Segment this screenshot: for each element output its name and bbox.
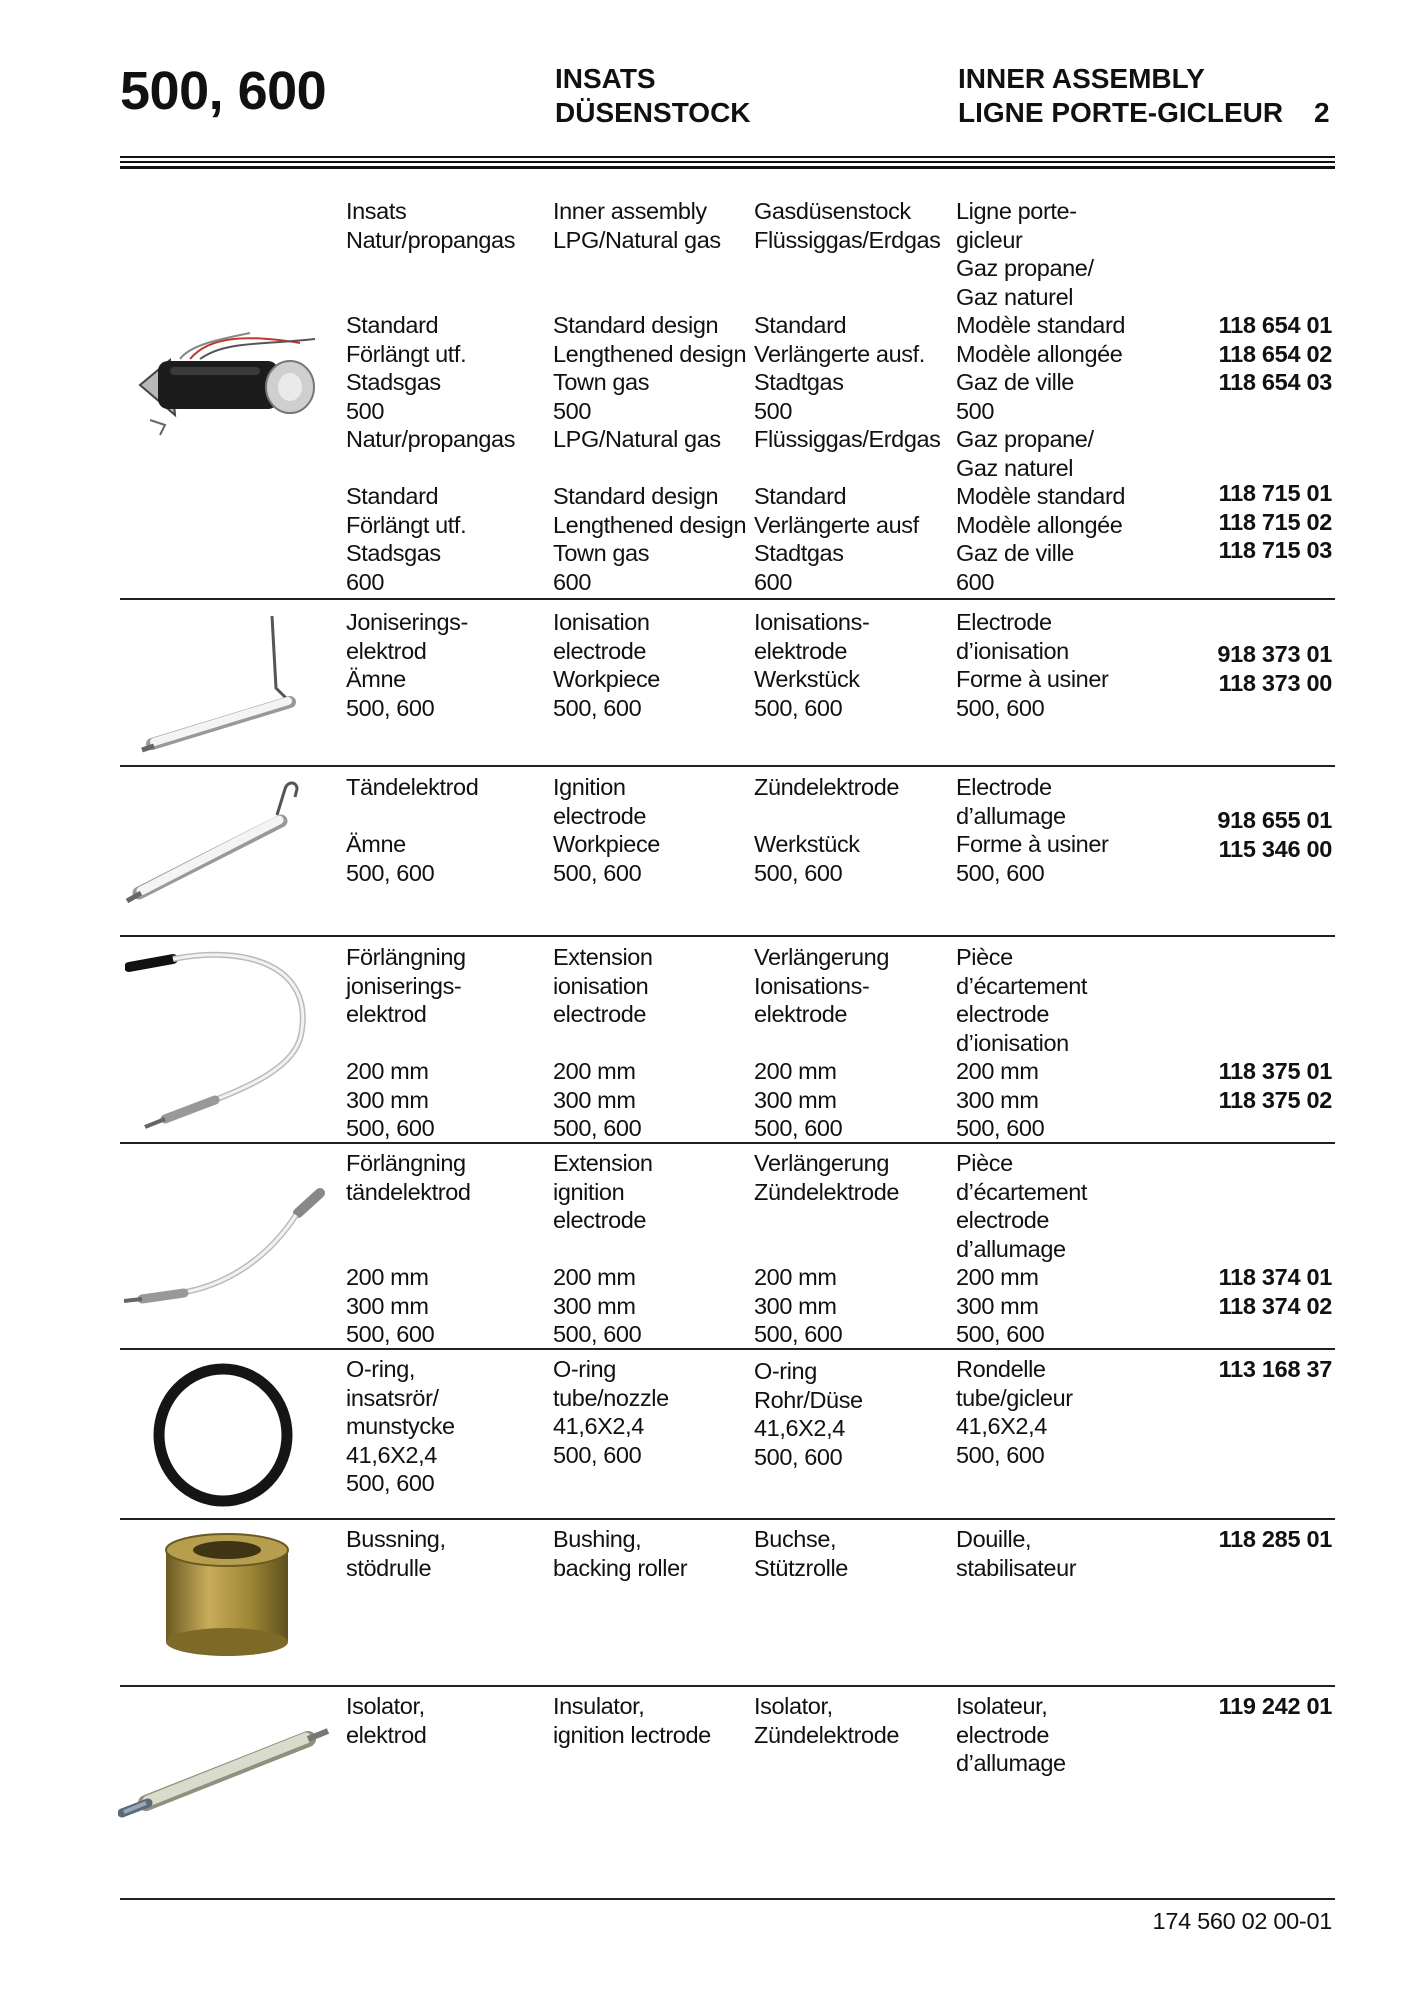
- cell-en-0: O-ring: [553, 1356, 616, 1382]
- cell-fr-3: d’ionisation: [956, 1029, 1069, 1056]
- cell-fr-1: d’allumage: [956, 802, 1066, 829]
- cell-de-13: 600: [754, 568, 793, 595]
- cell-sv-4: 200 mm: [346, 1264, 429, 1290]
- cell-de-3: 500, 600: [754, 694, 843, 721]
- cell-fr-0: Ligne porte-: [956, 198, 1077, 224]
- cell-fr-4: 200 mm: [956, 1058, 1039, 1084]
- cell-fr-2: electrode: [956, 1207, 1050, 1233]
- cell-sv-1: [346, 802, 478, 831]
- part-number: 119 242 01: [1218, 1693, 1332, 1719]
- cell-fr-10: Modèle standard: [956, 483, 1126, 509]
- cell-de-3: [754, 1235, 899, 1264]
- cell-de-1: Ionisations-: [754, 972, 870, 999]
- cell-fr-2: Forme à usiner: [956, 831, 1109, 857]
- cell-sv-3: 41,6X2,4: [346, 1441, 437, 1468]
- cell-en-1: electrode: [553, 802, 647, 829]
- cell-fr-8: Gaz propane/: [956, 426, 1094, 452]
- cell-fr-2: 41,6X2,4: [956, 1413, 1047, 1439]
- cell-en-2: Workpiece: [553, 831, 660, 857]
- cell-fr-2: electrode: [956, 1001, 1050, 1027]
- page-number: 2: [1314, 97, 1330, 128]
- cell-en-2: electrode: [553, 1207, 647, 1233]
- cell-fr-0: Electrode: [956, 609, 1052, 635]
- cell-fr-1: gicleur: [956, 226, 1023, 253]
- cell-fr-1: d’écartement: [956, 972, 1088, 999]
- cell-en-2: electrode: [553, 1001, 647, 1027]
- part-number: 118 375 01: [1218, 1058, 1332, 1084]
- cell-en-1: backing roller: [553, 1554, 688, 1581]
- cell-sv-0: Insats: [346, 198, 407, 224]
- cell-sv-2: Ämne: [346, 831, 406, 857]
- cell-de-3: 500, 600: [754, 1443, 843, 1470]
- ionisation-electrode-image: [140, 610, 310, 760]
- cell-fr-5: 300 mm: [956, 1086, 1039, 1113]
- cell-sv-3: [346, 1235, 471, 1264]
- cell-de-2: Werkstück: [754, 831, 860, 857]
- cell-de-0: Verlängerung: [754, 1150, 890, 1176]
- title-sv: INSATS: [555, 63, 656, 94]
- cell-de-0: Zündelektrode: [754, 774, 900, 800]
- cell-en-4: Standard design: [553, 312, 719, 338]
- cell-sv-2: [346, 254, 515, 283]
- cell-sv-1: insatsrör/: [346, 1384, 439, 1411]
- cell-fr-2: d’allumage: [956, 1750, 1066, 1776]
- part-number: 118 373 00: [1218, 669, 1332, 696]
- part-number: 918 655 01: [1217, 807, 1332, 833]
- cell-en-0: Extension: [553, 944, 653, 970]
- cell-fr-4: 200 mm: [956, 1264, 1039, 1290]
- cell-fr-3: 500, 600: [956, 1441, 1045, 1468]
- cell-de-3: 500, 600: [754, 859, 843, 886]
- cell-en-9: [553, 454, 746, 483]
- cell-en-0: Ignition: [553, 774, 626, 800]
- cell-en-1: electrode: [553, 637, 647, 664]
- part-number: 118 654 01: [1218, 312, 1332, 338]
- cell-sv-3: [346, 1029, 466, 1058]
- cell-sv-4: Standard: [346, 312, 439, 338]
- cell-fr-0: Isolateur,: [956, 1693, 1048, 1719]
- model-heading: 500, 600: [120, 61, 327, 121]
- cell-de-6: Stadtgas: [754, 369, 844, 395]
- cell-fr-6: 500, 600: [956, 1321, 1045, 1347]
- cell-en-0: Extension: [553, 1150, 653, 1176]
- cell-de-1: Stützrolle: [754, 1554, 848, 1581]
- cell-fr-0: Rondelle: [956, 1356, 1046, 1382]
- cell-en-6: 500, 600: [553, 1321, 642, 1347]
- cell-en-2: Workpiece: [553, 666, 660, 692]
- cell-sv-1: Natur/propangas: [346, 226, 516, 253]
- cell-sv-6: 500, 600: [346, 1115, 435, 1141]
- cell-fr-9: Gaz naturel: [956, 454, 1074, 481]
- cell-sv-4: 200 mm: [346, 1058, 429, 1084]
- cell-fr-3: 500, 600: [956, 859, 1045, 886]
- cell-sv-3: 500, 600: [346, 859, 435, 886]
- ignition-extension-cable-image: [120, 1185, 330, 1315]
- cell-de-0: Ionisations-: [754, 609, 870, 635]
- cell-sv-2: elektrod: [346, 1001, 427, 1027]
- cell-sv-11: Förlängt utf.: [346, 511, 467, 538]
- part-number: 113 168 37: [1218, 1356, 1332, 1382]
- cell-fr-1: d’ionisation: [956, 637, 1069, 664]
- cell-sv-1: elektrod: [346, 1721, 427, 1748]
- cell-de-4: 200 mm: [754, 1264, 837, 1290]
- cell-sv-0: Förlängning: [346, 1150, 466, 1176]
- cell-sv-2: [346, 1206, 471, 1235]
- row-divider: [120, 765, 1335, 767]
- part-number: 118 654 03: [1218, 369, 1332, 395]
- cell-de-2: [754, 1206, 899, 1235]
- cell-sv-7: 500: [346, 397, 385, 424]
- cell-de-2: 41,6X2,4: [754, 1415, 845, 1441]
- part-number: 918 373 01: [1217, 641, 1332, 667]
- row-divider: [120, 935, 1335, 937]
- part-number: 118 715 03: [1218, 537, 1332, 563]
- cell-en-2: 41,6X2,4: [553, 1413, 644, 1439]
- cell-sv-5: 300 mm: [346, 1086, 429, 1113]
- cell-en-1: ionisation: [553, 972, 649, 999]
- cell-de-10: Standard: [754, 483, 847, 509]
- cell-en-8: LPG/Natural gas: [553, 426, 721, 452]
- cell-en-7: 500: [553, 397, 592, 424]
- o-ring-image: [148, 1360, 298, 1510]
- cell-en-3: 500, 600: [553, 694, 642, 721]
- cell-en-5: Lengthened design: [553, 340, 747, 367]
- cell-sv-0: Isolator,: [346, 1693, 425, 1719]
- row-divider: [120, 1685, 1335, 1687]
- cell-en-4: 200 mm: [553, 1058, 636, 1084]
- cell-fr-2: Forme à usiner: [956, 666, 1109, 692]
- cell-de-0: O-ring: [754, 1358, 817, 1384]
- cell-en-11: Lengthened design: [553, 511, 747, 538]
- cell-de-1: Zündelektrode: [754, 1721, 900, 1748]
- cell-de-6: 500, 600: [754, 1115, 843, 1141]
- cell-sv-5: Förlängt utf.: [346, 340, 467, 367]
- cell-sv-0: Joniserings-: [346, 609, 468, 635]
- cell-fr-11: Modèle allongée: [956, 511, 1123, 538]
- cell-sv-0: Förlängning: [346, 944, 466, 970]
- cell-sv-1: tändelektrod: [346, 1178, 471, 1205]
- cell-sv-2: munstycke: [346, 1413, 455, 1439]
- cell-sv-4: 500, 600: [346, 1470, 435, 1496]
- cell-de-1: Flüssiggas/Erdgas: [754, 226, 941, 253]
- cell-sv-0: O-ring,: [346, 1356, 416, 1382]
- cell-fr-1: d’écartement: [956, 1178, 1088, 1205]
- part-number: 118 374 02: [1218, 1292, 1332, 1319]
- cell-sv-10: Standard: [346, 483, 439, 509]
- cell-sv-12: Stadsgas: [346, 540, 441, 566]
- cell-sv-5: 300 mm: [346, 1292, 429, 1319]
- cell-de-0: Buchse,: [754, 1526, 837, 1552]
- cell-de-3: [754, 283, 941, 312]
- cell-de-5: 300 mm: [754, 1086, 837, 1113]
- cell-sv-3: 500, 600: [346, 694, 435, 721]
- cell-en-12: Town gas: [553, 540, 650, 566]
- cell-fr-0: Douille,: [956, 1526, 1032, 1552]
- cell-fr-3: 500, 600: [956, 694, 1045, 721]
- cell-fr-5: Modèle allongée: [956, 340, 1123, 367]
- cell-en-5: 300 mm: [553, 1086, 636, 1113]
- cell-de-7: 500: [754, 397, 793, 424]
- cell-fr-13: 600: [956, 568, 995, 595]
- cell-sv-6: Stadsgas: [346, 369, 441, 395]
- cell-en-1: tube/nozzle: [553, 1384, 669, 1411]
- cell-de-1: Zündelektrode: [754, 1178, 900, 1205]
- cell-de-0: Isolator,: [754, 1693, 833, 1719]
- title-de: DÜSENSTOCK: [555, 97, 751, 128]
- cell-en-3: [553, 1029, 653, 1058]
- cell-de-11: Verlängerte ausf: [754, 511, 919, 538]
- cell-fr-6: Gaz de ville: [956, 369, 1074, 395]
- cell-sv-6: 500, 600: [346, 1321, 435, 1347]
- cell-sv-0: Bussning,: [346, 1526, 446, 1552]
- cell-fr-1: electrode: [956, 1721, 1050, 1748]
- cell-de-12: Stadtgas: [754, 540, 844, 566]
- cell-de-2: elektrode: [754, 1001, 848, 1027]
- cell-fr-0: Pièce: [956, 1150, 1013, 1176]
- cell-sv-2: Ämne: [346, 666, 406, 692]
- cell-en-5: 300 mm: [553, 1292, 636, 1319]
- part-number: 118 715 01: [1218, 480, 1332, 506]
- cell-de-1: [754, 802, 899, 831]
- cell-en-6: Town gas: [553, 369, 650, 395]
- cell-en-3: 500, 600: [553, 1441, 642, 1468]
- cell-fr-5: 300 mm: [956, 1292, 1039, 1319]
- cell-de-5: 300 mm: [754, 1292, 837, 1319]
- cell-fr-12: Gaz de ville: [956, 540, 1074, 566]
- inner-assembly-image: [130, 325, 330, 445]
- cell-de-2: Werkstück: [754, 666, 860, 692]
- part-number: 115 346 00: [1218, 835, 1332, 862]
- cell-en-3: 500, 600: [553, 859, 642, 886]
- cell-fr-0: Pièce: [956, 944, 1013, 970]
- cell-en-6: 500, 600: [553, 1115, 642, 1141]
- cell-fr-3: Gaz naturel: [956, 283, 1074, 310]
- cell-en-1: ignition lectrode: [553, 1721, 711, 1748]
- cell-en-13: 600: [553, 568, 592, 595]
- cell-fr-1: stabilisateur: [956, 1554, 1077, 1581]
- cell-sv-9: [346, 454, 515, 483]
- title-en: INNER ASSEMBLY: [958, 63, 1205, 94]
- cell-en-0: Bushing,: [553, 1526, 642, 1552]
- cell-de-0: Verlängerung: [754, 944, 890, 970]
- cell-sv-1: joniserings-: [346, 972, 462, 999]
- cell-en-2: [553, 254, 746, 283]
- cell-en-0: Ionisation: [553, 609, 650, 635]
- cell-fr-2: Gaz propane/: [956, 255, 1094, 281]
- cell-en-10: Standard design: [553, 483, 719, 509]
- row-divider: [120, 598, 1335, 600]
- insulator-image: [118, 1715, 333, 1825]
- cell-en-1: LPG/Natural gas: [553, 226, 721, 253]
- cell-fr-6: 500, 600: [956, 1115, 1045, 1141]
- cell-fr-7: 500: [956, 397, 995, 424]
- cell-de-4: 200 mm: [754, 1058, 837, 1084]
- cell-fr-0: Electrode: [956, 774, 1052, 800]
- footer-rule: [120, 1898, 1335, 1900]
- cell-de-4: Standard: [754, 312, 847, 338]
- cell-fr-1: tube/gicleur: [956, 1384, 1073, 1411]
- document-number: 174 560 02 00-01: [1152, 1908, 1332, 1934]
- cell-en-4: 200 mm: [553, 1264, 636, 1290]
- cell-de-2: [754, 254, 941, 283]
- row-divider: [120, 1142, 1335, 1144]
- row-divider: [120, 1348, 1335, 1350]
- cell-sv-1: stödrulle: [346, 1554, 432, 1581]
- cell-en-0: Inner assembly: [553, 198, 707, 224]
- cell-en-3: [553, 283, 746, 312]
- cell-de-9: [754, 454, 941, 483]
- cell-de-0: Gasdüsenstock: [754, 198, 911, 224]
- ignition-electrode-image: [125, 775, 315, 910]
- cell-sv-1: elektrod: [346, 637, 427, 664]
- cell-fr-3: d’allumage: [956, 1235, 1066, 1262]
- cell-de-1: elektrode: [754, 637, 848, 664]
- row-divider: [120, 1518, 1335, 1520]
- part-number: 118 375 02: [1218, 1086, 1332, 1113]
- part-number: 118 654 02: [1218, 340, 1332, 367]
- cell-sv-13: 600: [346, 568, 385, 595]
- cell-de-3: [754, 1029, 889, 1058]
- cell-sv-3: [346, 283, 515, 312]
- cell-en-1: ignition: [553, 1178, 625, 1205]
- title-fr: LIGNE PORTE-GICLEUR: [958, 97, 1284, 128]
- bushing-image: [160, 1528, 295, 1658]
- ionisation-extension-cable-image: [125, 945, 325, 1140]
- cell-sv-0: Tändelektrod: [346, 774, 479, 800]
- cell-en-3: [553, 1235, 653, 1264]
- cell-sv-8: Natur/propangas: [346, 426, 516, 452]
- part-number: 118 715 02: [1218, 508, 1332, 535]
- part-number: 118 374 01: [1218, 1264, 1332, 1290]
- cell-de-1: Rohr/Düse: [754, 1386, 863, 1413]
- cell-de-8: Flüssiggas/Erdgas: [754, 426, 941, 452]
- cell-de-6: 500, 600: [754, 1321, 843, 1347]
- cell-fr-4: Modèle standard: [956, 312, 1126, 338]
- part-number: 118 285 01: [1218, 1526, 1332, 1552]
- cell-en-0: Insulator,: [553, 1693, 645, 1719]
- cell-de-5: Verlängerte ausf.: [754, 340, 925, 367]
